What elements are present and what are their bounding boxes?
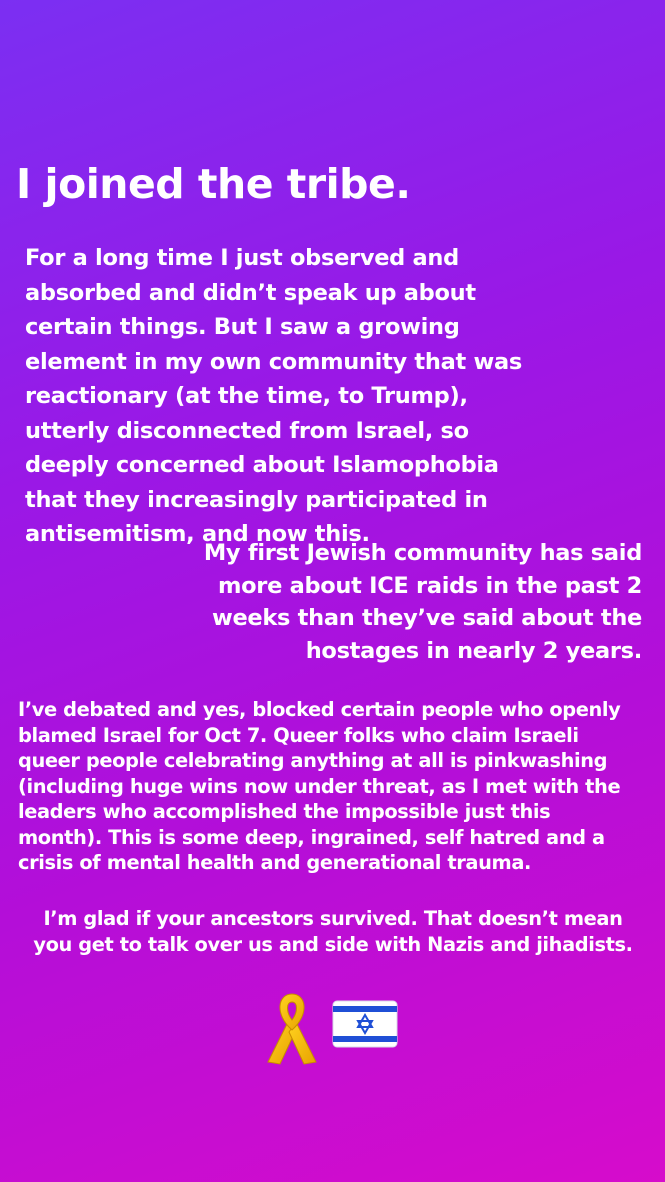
story-paragraph-2: My first Jewish community has said more about ICE raids in the past 2 weeks than they’ve said about the hostages in nearly 2 years. — [203, 540, 642, 664]
yellow-ribbon-icon — [262, 992, 322, 1066]
story-paragraph-1: For a long time I just observed and absorbed and didn’t speak up about certain things. But I saw a growing element in my own community that was reactionary (at the time, to Trump), utterly disconnected from Israel, so deeply concerned about Islamophobia that they increasingly participated in antisemitism, and now this. — [25, 245, 522, 547]
israel-flag-icon — [332, 1000, 398, 1048]
story-paragraph-3: I’ve debated and yes, blocked certain people who openly blamed Israel for Oct 7. Queer folks who claim Israeli queer people celebrating anything at all is pinkwashing (including huge wins now under threat, as I met with the leaders who accomplished the impossible just this month). This is some deep, ingrained, self hatred and a crisis of mental health and generational trauma. — [18, 698, 621, 874]
sticker-row — [0, 990, 665, 1070]
story-headline: I joined the tribe. — [16, 160, 411, 208]
story-paragraph-4: I’m glad if your ancestors survived. That doesn’t mean you get to talk over us and side with Nazis and jihadists. — [33, 907, 633, 956]
